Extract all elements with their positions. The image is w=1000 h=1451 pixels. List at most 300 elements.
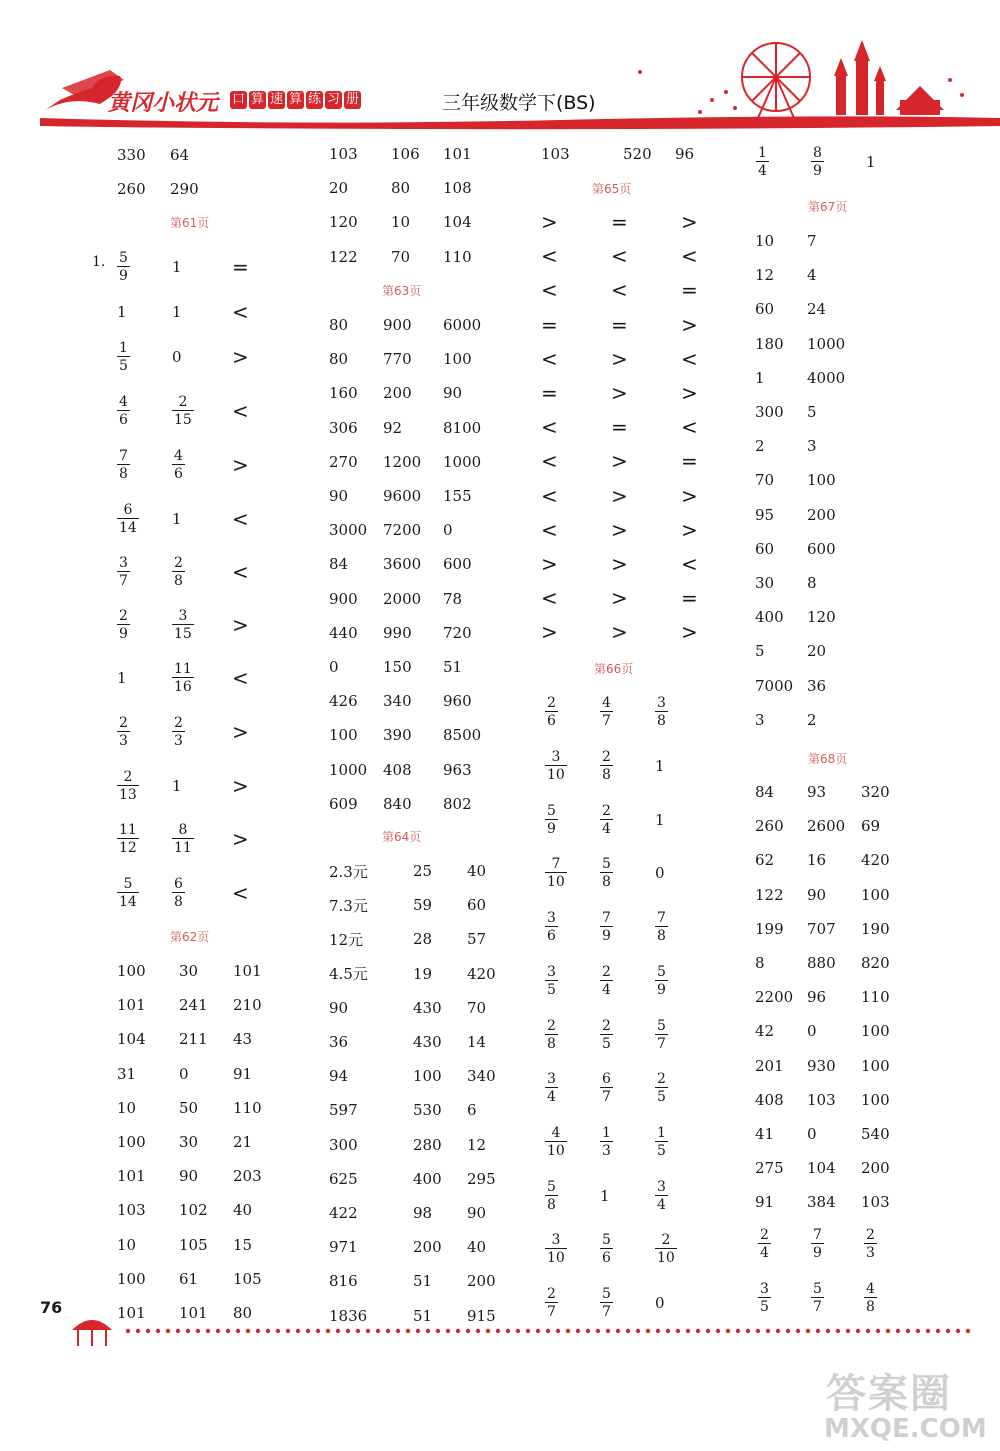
answer-value: 36 [329, 1033, 349, 1051]
answer-value: 90 [179, 1167, 199, 1186]
denominator: 6 [119, 412, 128, 428]
answer-value: 120 [807, 608, 836, 627]
answer-value: 0 [329, 658, 339, 676]
answer-value: 963 [443, 760, 472, 779]
comparison-symbol: < [681, 346, 698, 371]
answer-value: 540 [861, 1125, 890, 1143]
fraction [545, 961, 558, 1001]
comparison-symbol: = [611, 312, 628, 337]
brand-char: 练 [307, 92, 321, 107]
answer-value: 3600 [383, 555, 422, 574]
answer-value: 0 [807, 1125, 817, 1143]
answer-value: 36 [807, 676, 827, 695]
answer-value: 104 [807, 1159, 836, 1178]
brand-subtitle [230, 91, 361, 109]
comparison-symbol: > [611, 346, 628, 371]
numerator: 2 [547, 1286, 556, 1302]
answer-value: 280 [413, 1135, 442, 1154]
answer-value: 3 [807, 437, 817, 456]
answer-value: 340 [383, 692, 412, 711]
answer-value: 306 [329, 418, 358, 437]
denominator: 15 [174, 412, 192, 428]
answer-value: 92 [383, 418, 403, 437]
answer-value: 440 [329, 623, 358, 642]
answer-value: 16 [807, 851, 827, 870]
numerator: 3 [547, 1071, 556, 1087]
brand-char: 册 [345, 92, 359, 107]
answer-value: 69 [861, 817, 881, 836]
numerator: 11 [174, 661, 192, 677]
answer-value: 8 [755, 954, 765, 972]
answer-value: 384 [807, 1193, 836, 1212]
answer-value: 6000 [443, 316, 482, 334]
numerator: 2 [661, 1232, 671, 1248]
answer-value: 275 [755, 1159, 784, 1178]
comparison-symbol: > [611, 586, 628, 611]
numerator: 7 [119, 448, 128, 464]
answer-value: 64 [170, 146, 190, 164]
denominator: 9 [813, 163, 822, 179]
answer-value: 78 [443, 589, 463, 608]
denominator: 8 [547, 1197, 556, 1213]
comparison-symbol: < [541, 415, 558, 440]
fraction [172, 712, 185, 752]
answer-value: 3 [755, 710, 765, 729]
watermark-url: MXQE.COM [824, 1414, 987, 1444]
numerator: 3 [657, 1179, 666, 1195]
comparison-symbol: < [232, 300, 249, 324]
denominator: 14 [119, 520, 137, 536]
fraction [600, 907, 613, 947]
fraction [172, 391, 194, 431]
brand-char: 算 [250, 92, 264, 107]
comparison-symbol: > [611, 449, 628, 474]
comparison-symbol: > [681, 381, 698, 405]
answer-value: 430 [413, 1033, 442, 1051]
answer-value: 426 [329, 692, 358, 711]
answer-value: 408 [383, 760, 412, 779]
denominator: 9 [119, 626, 128, 642]
denominator: 8 [657, 713, 666, 729]
numerator: 3 [119, 555, 128, 571]
fraction [545, 907, 558, 947]
answer-value: 122 [755, 885, 784, 904]
comparison-symbol: = [611, 210, 628, 234]
answer-value: 122 [329, 247, 358, 266]
fraction [172, 552, 185, 592]
answer-value: 90 [807, 885, 827, 904]
answer-value: 990 [383, 623, 412, 642]
denominator: 6 [547, 928, 556, 944]
fraction [172, 605, 194, 645]
numerator: 2 [602, 749, 611, 765]
comparison-symbol: > [611, 620, 628, 645]
numerator: 3 [551, 749, 561, 765]
page-number: 76 [40, 1298, 63, 1317]
watermark-logo-text: 答案圈 [826, 1371, 952, 1417]
answer-value: 2000 [383, 589, 422, 608]
answer-value: 60 [755, 539, 775, 558]
fraction [655, 1068, 668, 1108]
answer-value: 40 [467, 862, 487, 880]
comparison-symbol: = [681, 586, 698, 611]
fraction [811, 142, 824, 182]
comparison-symbol: < [541, 346, 558, 371]
denominator: 5 [602, 1036, 611, 1052]
answer-value: 101 [233, 962, 262, 980]
comparison-symbol: > [611, 381, 628, 405]
comparison-symbol: = [541, 381, 558, 405]
answer-value: 12 [755, 266, 775, 285]
comparison-symbol: > [541, 210, 558, 234]
answer-value: 600 [807, 539, 836, 558]
answer-value: 625 [329, 1169, 358, 1188]
numerator: 2 [119, 715, 128, 731]
fraction [545, 1176, 558, 1216]
answer-value: 106 [391, 145, 420, 163]
answer-value: 9600 [383, 487, 422, 505]
book-title: 三年级数学下(BS) [442, 92, 596, 114]
fraction [655, 907, 668, 947]
answer-value: 200 [807, 505, 836, 524]
comparison-symbol: < [541, 244, 558, 269]
fraction [600, 1015, 613, 1055]
answer-value: 160 [329, 384, 358, 403]
numerator: 4 [174, 448, 183, 464]
answer-value: 41 [755, 1125, 775, 1143]
answer-value: 930 [807, 1056, 836, 1075]
answer-value: 19 [413, 964, 433, 983]
answer-value: 6 [467, 1101, 477, 1120]
answer-value: 20 [329, 179, 349, 198]
answer-value: 28 [413, 930, 433, 949]
answer-value: 4 [807, 266, 817, 285]
answer-value: 51 [443, 658, 463, 676]
answer-value: 2 [807, 710, 817, 729]
answer-value: 190 [861, 919, 890, 938]
answer-value: 10 [117, 1098, 137, 1117]
answer-value: 21 [233, 1133, 253, 1151]
answer-value: 62 [755, 851, 775, 870]
numerator: 2 [866, 1227, 875, 1243]
fraction [655, 961, 668, 1001]
denominator: 8 [174, 894, 183, 910]
answer-value: 295 [467, 1169, 496, 1188]
answer-value: 770 [383, 350, 412, 369]
comparison-symbol: < [541, 449, 558, 474]
answer-value: 120 [329, 213, 358, 232]
comparison-symbol: > [681, 312, 698, 337]
fraction [545, 1015, 558, 1055]
denominator: 8 [866, 1299, 875, 1315]
numerator: 2 [602, 964, 611, 980]
answer-value: 103 [541, 145, 570, 163]
numerator: 3 [178, 608, 188, 624]
answer-value: 971 [329, 1238, 358, 1257]
numerator: 3 [547, 910, 556, 926]
answer-value: 100 [413, 1067, 442, 1086]
denominator: 13 [119, 787, 137, 803]
page-section-heading: 第68页 [808, 752, 848, 766]
numerator: 5 [813, 1281, 822, 1297]
fraction [600, 1229, 613, 1269]
answer-value: 1 [117, 669, 127, 687]
answer-value: 200 [383, 384, 412, 403]
numerator: 5 [602, 856, 611, 872]
answer-value: 960 [443, 692, 472, 711]
answer-value: 101 [117, 996, 146, 1015]
comparison-symbol: = [611, 415, 628, 440]
answer-value: 340 [467, 1067, 496, 1086]
answer-value: 103 [329, 145, 358, 163]
numerator: 4 [866, 1281, 875, 1297]
denominator: 6 [602, 1250, 611, 1266]
answer-value: 57 [467, 930, 487, 949]
answer-value: 707 [807, 919, 836, 938]
answer-value: 104 [117, 1030, 146, 1049]
comparison-symbol: < [681, 244, 698, 269]
numerator: 2 [547, 695, 556, 711]
watermark [822, 1362, 992, 1448]
page-section-heading: 第62页 [170, 930, 210, 944]
fraction [117, 873, 139, 913]
answer-value: 59 [413, 896, 433, 915]
numerator: 7 [602, 910, 611, 926]
answer-value: 50 [179, 1098, 199, 1117]
comparison-symbol: < [541, 278, 558, 303]
comparison-symbol: > [681, 483, 698, 508]
denominator: 8 [602, 767, 611, 783]
fraction [117, 712, 130, 752]
answer-value: 90 [467, 1204, 487, 1222]
answer-value: 7.3元 [329, 896, 368, 915]
answer-value: 199 [755, 919, 784, 938]
brand-char: 口 [231, 92, 245, 107]
fraction [811, 1278, 824, 1318]
page-section-heading: 第65页 [592, 182, 632, 196]
answer-value: 98 [413, 1204, 433, 1222]
fraction [545, 1229, 567, 1269]
answer-value: 96 [675, 145, 695, 163]
answer-value: 100 [117, 1133, 146, 1151]
denominator: 9 [547, 821, 556, 837]
fraction [655, 1229, 677, 1269]
answer-value: 100 [329, 726, 358, 745]
denominator: 5 [760, 1299, 769, 1315]
answer-value: 241 [179, 996, 208, 1015]
answer-value: 110 [443, 247, 472, 266]
answer-value: 1200 [383, 452, 422, 471]
denominator: 15 [174, 626, 192, 642]
comparison-symbol: < [611, 244, 628, 269]
fraction [600, 1122, 613, 1162]
answer-value: 900 [383, 316, 412, 334]
denominator: 7 [547, 1304, 556, 1320]
answer-value: 90 [329, 998, 349, 1017]
numerator: 3 [657, 695, 666, 711]
answer-value: 0 [655, 864, 665, 882]
answer-value: 102 [179, 1201, 208, 1220]
answer-value: 60 [467, 896, 487, 915]
answer-value: 103 [117, 1201, 146, 1220]
fraction [600, 853, 613, 893]
answer-value: 5 [807, 403, 817, 421]
numerator: 6 [174, 876, 183, 892]
numerator: 5 [602, 1232, 611, 1248]
numerator: 2 [657, 1071, 666, 1087]
fraction [545, 1122, 567, 1162]
page-section-heading: 第63页 [382, 284, 422, 298]
fraction [117, 445, 130, 485]
comparison-symbol: < [232, 507, 249, 531]
answer-value: 10 [391, 213, 411, 232]
page-section-heading: 第66页 [594, 662, 634, 676]
denominator: 10 [547, 1143, 565, 1159]
answer-value: 1 [655, 811, 665, 829]
denominator: 10 [547, 1250, 565, 1266]
denominator: 5 [119, 358, 128, 374]
answer-value: 101 [179, 1304, 208, 1322]
answer-value: 408 [755, 1090, 784, 1109]
answer-value: 94 [329, 1067, 349, 1086]
page-section-heading: 第67页 [808, 200, 848, 214]
fraction [758, 1224, 771, 1264]
answer-value: 90 [329, 487, 349, 505]
fraction [655, 692, 668, 732]
answer-value: 422 [329, 1204, 358, 1222]
answer-value: 51 [413, 1272, 433, 1291]
fraction [758, 1278, 771, 1318]
comparison-symbol: > [681, 620, 698, 645]
answer-value: 530 [413, 1101, 442, 1120]
answer-value: 270 [329, 452, 358, 471]
numerator: 1 [758, 145, 767, 161]
answer-value: 1000 [807, 334, 846, 353]
numerator: 2 [602, 803, 611, 819]
answer-value: 70 [391, 247, 411, 266]
numerator: 5 [123, 876, 133, 892]
answer-value: 1 [172, 510, 182, 528]
denominator: 8 [602, 874, 611, 890]
fraction [864, 1224, 877, 1264]
comparison-symbol: > [611, 517, 628, 542]
denominator: 4 [657, 1197, 666, 1213]
fraction [545, 692, 558, 732]
comparison-symbol: > [541, 620, 558, 645]
denominator: 4 [602, 821, 611, 837]
comparison-symbol: < [232, 881, 249, 905]
answer-value: 20 [807, 642, 827, 661]
answer-value: 820 [861, 954, 890, 972]
answer-value: 260 [117, 180, 146, 199]
numerator: 11 [119, 822, 137, 838]
comparison-symbol: = [232, 255, 249, 279]
answer-value: 900 [329, 589, 358, 608]
fraction [172, 445, 185, 485]
answer-value: 1 [172, 777, 182, 795]
answer-value: 8100 [443, 418, 482, 437]
denominator: 5 [547, 982, 556, 998]
denominator: 3 [174, 733, 183, 749]
denominator: 7 [657, 1036, 666, 1052]
answer-value: 300 [755, 403, 784, 421]
answer-value: 91 [755, 1193, 775, 1212]
numerator: 7 [551, 856, 561, 872]
comparison-symbol: > [611, 552, 628, 576]
numerator: 5 [119, 250, 128, 266]
carousel-icon [62, 1308, 142, 1348]
comparison-symbol: < [611, 278, 628, 303]
numerator: 2 [178, 394, 188, 410]
answer-value: 1000 [443, 452, 482, 471]
denominator: 7 [813, 1299, 822, 1315]
comparison-symbol: < [541, 517, 558, 542]
numerator: 4 [551, 1125, 561, 1141]
fraction [756, 142, 769, 182]
page-section-heading: 第61页 [170, 216, 210, 230]
comparison-symbol: > [232, 453, 249, 477]
answer-value: 203 [233, 1167, 262, 1186]
numerator: 2 [602, 1018, 611, 1034]
comparison-symbol: > [232, 345, 249, 369]
denominator: 5 [657, 1089, 666, 1105]
denominator: 9 [813, 1245, 822, 1261]
answer-value: 105 [233, 1269, 262, 1288]
header-red-rule [40, 116, 1000, 129]
numerator: 6 [602, 1071, 611, 1087]
answer-value: 2600 [807, 817, 846, 836]
answer-value: 80 [329, 350, 349, 369]
comparison-symbol: > [232, 613, 249, 637]
fraction [117, 552, 130, 592]
numerator: 5 [657, 964, 666, 980]
answer-value: 51 [413, 1306, 433, 1325]
numerator: 4 [602, 695, 611, 711]
answer-value: 200 [467, 1272, 496, 1291]
answer-value: 0 [443, 521, 453, 540]
answer-value: 430 [413, 998, 442, 1017]
answer-value: 10 [117, 1235, 137, 1254]
answer-value: 840 [383, 794, 412, 813]
answer-value: 40 [233, 1201, 253, 1220]
fraction [600, 692, 613, 732]
answer-value: 103 [807, 1090, 836, 1109]
answer-value: 101 [443, 145, 472, 163]
answer-value: 600 [443, 555, 472, 574]
answer-value: 180 [755, 334, 784, 353]
answer-value: 211 [179, 1030, 208, 1049]
denominator: 11 [174, 840, 192, 856]
comparison-symbol: = [541, 312, 558, 337]
answer-value: 30 [179, 962, 199, 980]
answer-value: 816 [329, 1272, 358, 1291]
answer-value: 80 [391, 179, 411, 198]
answer-value: 420 [467, 964, 496, 983]
fraction [600, 1068, 613, 1108]
numerator: 1 [119, 340, 128, 356]
numerator: 8 [178, 822, 188, 838]
denominator: 7 [602, 713, 611, 729]
comparison-symbol: < [541, 586, 558, 611]
comparison-symbol: < [541, 483, 558, 508]
answer-value: 95 [755, 505, 775, 524]
denominator: 8 [119, 466, 128, 482]
item-number: 1. [92, 254, 106, 270]
comparison-symbol: = [681, 278, 698, 303]
answer-value: 1 [600, 1187, 610, 1205]
answer-value: 101 [117, 1304, 146, 1322]
answer-value: 400 [755, 608, 784, 627]
